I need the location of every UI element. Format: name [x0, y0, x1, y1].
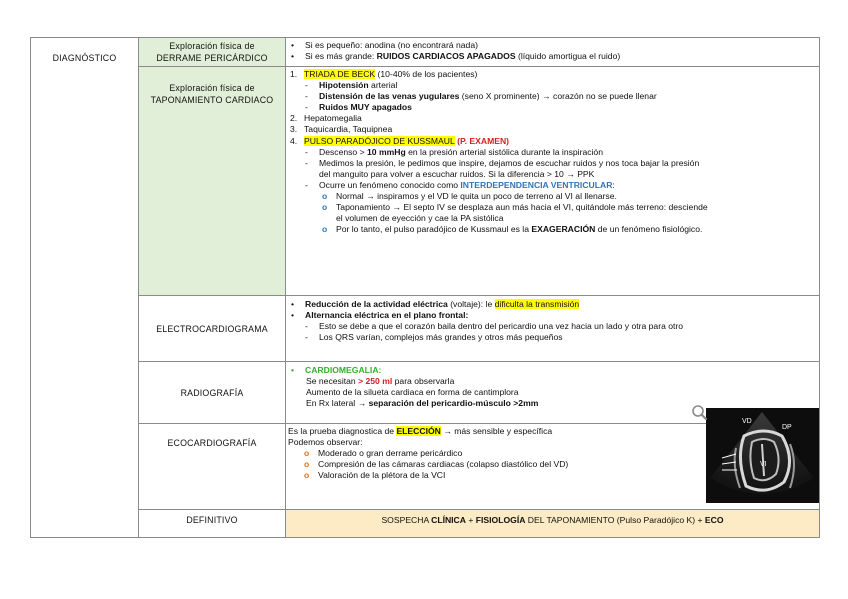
o3-pre: Por lo tanto, el pulso paradójico de Kussmaul es la [336, 224, 532, 235]
kussmaul-highlight: PULSO PARADÓJICO DE KUSSMAUL [304, 135, 455, 146]
bullet-dot: • [291, 365, 295, 375]
dash-marker: - [305, 332, 308, 343]
label-eco [139, 424, 286, 510]
interdependencia-ventricular: INTERDEPENDENCIA VENTRICULAR [460, 179, 613, 190]
number-marker: 2. [290, 113, 298, 124]
cardiomegalia: CARDIOMEGALIA: [305, 365, 382, 375]
dash-marker: - [305, 321, 308, 332]
sub2-post: (seno X prominente) → corazón no se puede llenar [459, 91, 657, 102]
kussmaul-exam-tag: (P. EXAMEN) [454, 135, 510, 146]
circle-bullet: o [304, 448, 310, 459]
list-item [289, 51, 815, 62]
row-eco [31, 424, 820, 510]
d3-post: : [612, 179, 615, 190]
label-taponamiento-line1: Exploración física de [169, 83, 255, 93]
def-mid: DEL TAPONAMIENTO (Pulso Paradójico K) + [525, 515, 705, 525]
label-derrame-line2: DERRAME PERICÁRDICO [156, 53, 268, 63]
rx-l3-pre: En Rx lateral → [306, 398, 369, 409]
list-item [289, 332, 815, 343]
label-eco-text: ECOCARDIOGRAFÍA [167, 438, 257, 448]
item3: Taquicardia, Taquipnea [304, 124, 393, 135]
circle-bullet: o [322, 202, 328, 213]
ecg-b2-bold: Alternancia eléctrica en el plano frontal: [305, 310, 469, 321]
eco-eleccion-highlight: ELECCIÓN [396, 426, 441, 436]
list-item [289, 224, 815, 235]
label-taponamiento-line2: TAPONAMIENTO CARDIACO [150, 95, 274, 105]
list-item [289, 180, 815, 191]
o2-line2: el volumen de eyección y cae la PA sistólica [336, 213, 504, 224]
list-item [289, 40, 815, 51]
o2-line1: Taponamiento → El septo IV se desplaza aun más hacia el VI, quitándole más terreno: desciende [336, 202, 708, 213]
d1-post: en la presión arterial sistólica durante la inspiración [405, 146, 603, 157]
echo-label-dp: DP [782, 424, 792, 431]
row-taponamiento [31, 67, 820, 296]
label-definitivo-text: DEFINITIVO [186, 515, 238, 525]
derrame-bullet2-pre: Si es más grande: [305, 51, 377, 62]
o3-bold: EXAGERACIÓN [531, 224, 596, 235]
diagnostic-table [30, 37, 820, 538]
ecg-b1-bold: Reducción de la actividad eléctrica [305, 299, 448, 309]
content-ecg [286, 296, 820, 362]
o3-post: de un fenómeno fisiológico. [595, 224, 703, 235]
circle-bullet: o [322, 224, 328, 235]
list-item [289, 299, 815, 310]
def-eco: ECO [704, 515, 724, 525]
d1-pre: Descenso > [319, 146, 368, 157]
def-plus: + [465, 515, 476, 525]
circle-bullet: o [304, 470, 310, 481]
label-definitivo [139, 510, 286, 538]
list-item [289, 321, 815, 332]
dash-marker: - [305, 102, 308, 113]
derrame-bullet2-bold: RUIDOS CARDIACOS APAGADOS [376, 51, 516, 62]
diagnostic-table-sheet [30, 37, 819, 552]
number-marker: 3. [290, 124, 298, 135]
eco-l1-pre: Es la prueba diagnostica de [288, 426, 397, 436]
def-clinica: CLÍNICA [431, 515, 466, 525]
list-item [289, 147, 815, 158]
dash-marker: - [305, 146, 308, 157]
echo-image-svg [706, 408, 819, 503]
def-fisiologia: FISIOLOGÍA [475, 515, 526, 525]
item2: Hepatomegalia [304, 113, 362, 124]
circle-bullet: o [304, 459, 310, 470]
list-item [289, 91, 815, 102]
row-definitivo [31, 510, 820, 538]
list-item [289, 158, 815, 180]
list-item [289, 69, 815, 80]
content-taponamiento [286, 67, 820, 296]
eco-o1: Moderado o gran derrame pericárdico [318, 448, 463, 459]
d1-bold: 10 mmHg [367, 146, 406, 157]
def-pre: SOSPECHA [381, 515, 432, 525]
derrame-bullet2-post: (líquido amortigua el ruido) [515, 51, 621, 62]
echo-label-vd: VD [742, 418, 752, 425]
d3-pre: Ocurre un fenómeno conocido como [319, 179, 461, 190]
d2-line1: Medimos la presión, le pedimos que inspire, dejamos de escuchar ruidos y nos toca bajar la presión [319, 157, 700, 168]
list-item [289, 113, 815, 124]
content-definitivo [286, 510, 820, 538]
label-rx-text: RADIOGRAFÍA [180, 387, 244, 398]
label-rx [139, 362, 286, 424]
row-derrame [31, 38, 820, 67]
number-marker: 4. [290, 135, 298, 146]
triada-beck-highlight: TRIADA DE BECK [304, 69, 376, 79]
label-derrame [139, 38, 286, 67]
list-item [289, 136, 815, 147]
list-item [289, 124, 815, 135]
list-item [289, 202, 815, 224]
label-ecg [139, 296, 286, 362]
ecg-s1: Esto se debe a que el corazón baila dentro del pericardio una vez hacia un lado y otra para otro [319, 321, 684, 332]
number-marker: 1. [290, 69, 298, 79]
label-taponamiento [139, 67, 286, 296]
rx-l1-red: > 250 ml [358, 376, 393, 387]
sub3-bold: Ruidos MUY apagados [319, 102, 412, 113]
list-item [289, 365, 815, 376]
ecg-b1-highlight: dificulta la transmisión [494, 299, 580, 309]
sub2-bold: Distensión de las venas yugulares [319, 91, 460, 102]
eco-o3: Valoración de la plétora de la VCI [318, 470, 446, 481]
ecg-b1-mid: (voltaje): le [447, 299, 495, 309]
sub1-post: arterial [368, 80, 398, 91]
list-item [289, 102, 815, 113]
dash-marker: - [305, 91, 308, 102]
section-label-text: DIAGNÓSTICO [52, 53, 117, 63]
dash-marker: - [305, 157, 308, 168]
list-item [289, 191, 815, 202]
section-label-diagnostico [31, 38, 139, 538]
echocardiogram-image [706, 408, 819, 503]
d2-line2: del manguito para volver a escuchar ruidos. Si la diferencia > 10 → PPK [319, 168, 595, 179]
dash-marker: - [305, 80, 308, 91]
bullet-dot: • [291, 40, 295, 50]
eco-line2: Podemos observar: [288, 437, 363, 448]
rx-line2: Aumento de la silueta cardiaca en forma de cantimplora [306, 387, 519, 398]
row-ecg [31, 296, 820, 362]
rx-line1 [289, 376, 815, 387]
bullet-dot: • [291, 299, 295, 309]
derrame-bullet1: Si es pequeño: anodina (no encontrará nada) [305, 40, 478, 50]
bullet-dot: • [291, 310, 295, 321]
o1: Normal → inspiramos y el VD le quita un poco de terreno al VI al llenarse. [336, 191, 617, 202]
magnifier-icon[interactable] [691, 404, 707, 420]
list-item [289, 80, 815, 91]
ecg-s2: Los QRS varían, complejos más grandes y otros más pequeños [319, 332, 563, 343]
triada-beck-post: (10-40% de los pacientes) [375, 69, 478, 79]
label-ecg-text: ELECTROCARDIOGRAMA [156, 323, 268, 334]
dash-marker: - [305, 179, 308, 190]
content-derrame [286, 38, 820, 67]
list-item [289, 310, 815, 321]
circle-bullet: o [322, 191, 328, 202]
rx-l1-post: para observarla [392, 376, 455, 387]
eco-o2: Compresión de las cámaras cardiacas (colapso diastólico del VD) [318, 459, 569, 470]
label-derrame-line1: Exploración física de [169, 41, 255, 51]
bullet-dot: • [291, 51, 295, 62]
rx-l1-pre: Se necesitan [306, 376, 359, 387]
sub1-bold: Hipotensión [319, 80, 369, 91]
rx-l3-bold: separación del pericardio-músculo >2mm [368, 398, 539, 409]
eco-l1-post: → más sensible y específica [440, 426, 553, 436]
echo-label-vi: VI [760, 461, 767, 468]
